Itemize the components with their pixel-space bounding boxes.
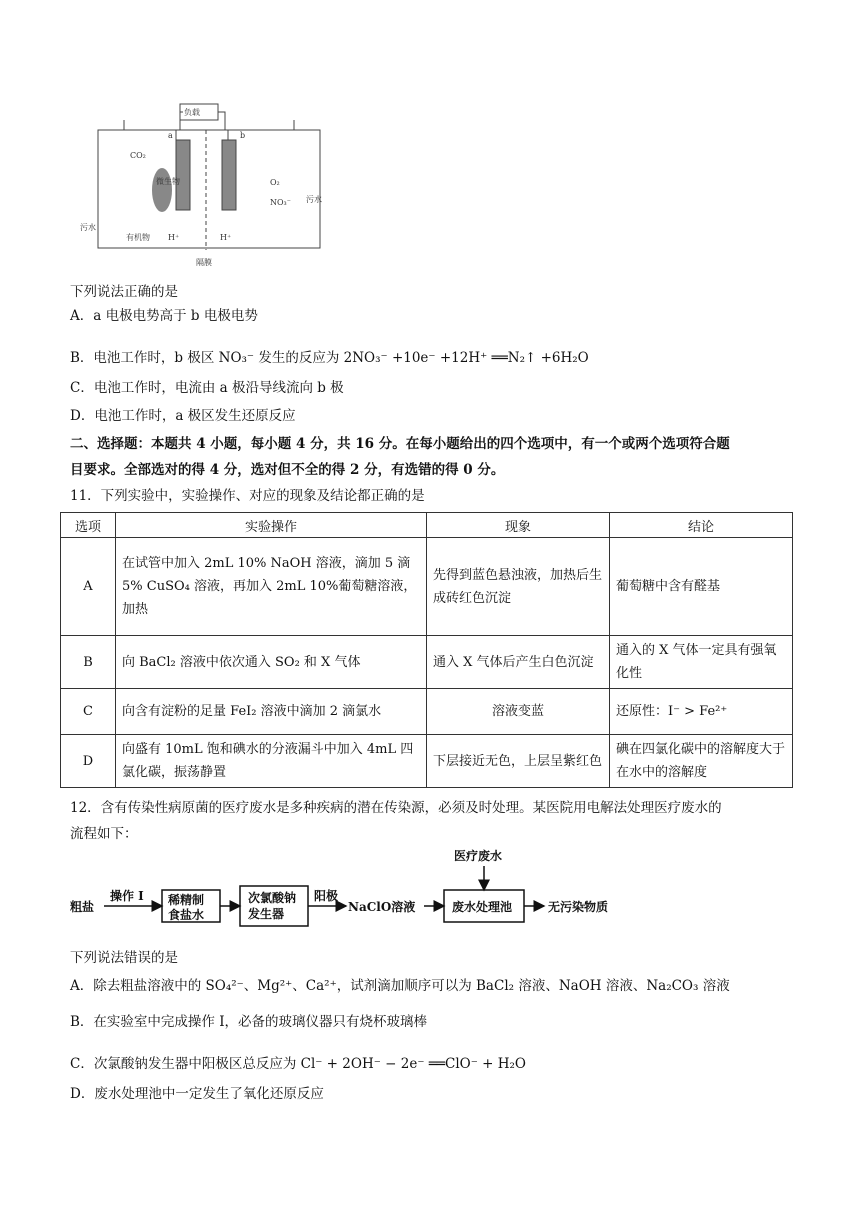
load-label: 负载 (184, 108, 200, 117)
svg-text:b: b (240, 131, 246, 140)
row-phenomenon: 通入 X 气体后产生白色沉淀 (427, 636, 610, 689)
svg-text:NaClO溶液: NaClO溶液 (348, 900, 416, 914)
row-phenomenon: 溶液变蓝 (427, 689, 610, 735)
svg-text:食盐水: 食盐水 (168, 908, 205, 922)
svg-text:阳极: 阳极 (314, 889, 339, 903)
svg-text:NO₃⁻: NO₃⁻ (270, 198, 291, 207)
svg-text:污水: 污水 (80, 223, 96, 232)
svg-text:医疗废水: 医疗废水 (454, 849, 503, 863)
q12-option-c: C．次氯酸钠发生器中阳极区总反应为 Cl⁻ + 2OH⁻ − 2e⁻ ══ClO⁻ + H₂O (70, 1056, 526, 1072)
battery-diagram (80, 100, 340, 272)
svg-text:稀精制: 稀精制 (168, 893, 205, 907)
q10-stem: 下列说法正确的是 (70, 284, 178, 300)
experiment-table (60, 512, 793, 788)
svg-text:H⁺: H⁺ (220, 233, 232, 242)
header-phenomenon: 现象 (427, 513, 610, 538)
svg-text:操作 I: 操作 I (110, 889, 144, 903)
q10-option-b: B．电池工作时，b 极区 NO₃⁻ 发生的反应为 2NO₃⁻ +10e⁻ +12H⁺ ══N₂↑ +6H₂O (70, 350, 589, 366)
header-operation: 实验操作 (116, 513, 427, 538)
svg-text:废水处理池: 废水处理池 (452, 900, 513, 914)
section2-desc: 目要求。全部选对的得 4 分，选对但不全的得 2 分，有选错的得 0 分。 (70, 462, 505, 478)
row-conclusion: 碘在四氯化碳中的溶解度大于在水中的溶解度 (610, 735, 793, 788)
header-option: 选项 (61, 513, 116, 538)
row-conclusion: 还原性：I⁻ > Fe²⁺ (610, 689, 793, 735)
q10-option-d: D．电池工作时，a 极区发生还原反应 (70, 408, 296, 424)
q12-option-a: A．除去粗盐溶液中的 SO₄²⁻、Mg²⁺、Ca²⁺，试剂滴加顺序可以为 BaCl₂ 溶液、NaOH 溶液、Na₂CO₃ 溶液 (70, 978, 730, 994)
svg-text:有机物: 有机物 (126, 233, 150, 242)
svg-text:O₂: O₂ (270, 178, 280, 187)
row-conclusion: 葡萄糖中含有醛基 (610, 538, 793, 636)
q12-option-d: D．废水处理池中一定发生了氧化还原反应 (70, 1086, 324, 1102)
row-operation: 在试管中加入 2mL 10% NaOH 溶液，滴加 5 滴 5% CuSO₄ 溶液，再加入 2mL 10%葡萄糖溶液，加热 (116, 538, 427, 636)
row-operation: 向盛有 10mL 饱和碘水的分液漏斗中加入 4mL 四氯化碳，振荡静置 (116, 735, 427, 788)
row-phenomenon: 先得到蓝色悬浊液，加热后生成砖红色沉淀 (427, 538, 610, 636)
svg-text:次氯酸钠: 次氯酸钠 (248, 891, 297, 905)
section2-title: 二、选择题：本题共 4 小题，每小题 4 分，共 16 分。在每小题给出的四个选项中，有一个或两个选项符合题 (70, 436, 730, 452)
svg-text:CO₂: CO₂ (130, 151, 146, 160)
q11-stem: 11．下列实验中，实验操作、对应的现象及结论都正确的是 (70, 488, 425, 504)
svg-text:发生器: 发生器 (248, 907, 285, 921)
row-operation: 向 BaCl₂ 溶液中依次通入 SO₂ 和 X 气体 (116, 636, 427, 689)
row-conclusion: 通入的 X 气体一定具有强氧化性 (610, 636, 793, 689)
row-option: B (61, 636, 116, 689)
svg-text:粗盐: 粗盐 (70, 900, 95, 914)
row-operation: 向含有淀粉的足量 FeI₂ 溶液中滴加 2 滴氯水 (116, 689, 427, 735)
row-option: A (61, 538, 116, 636)
q10-option-c: C．电池工作时，电流由 a 极沿导线流向 b 极 (70, 380, 344, 396)
row-option: C (61, 689, 116, 735)
svg-text:H⁺: H⁺ (168, 233, 180, 242)
row-phenomenon: 下层接近无色，上层呈紫红色 (427, 735, 610, 788)
q10-option-a: A．a 电极电势高于 b 电极电势 (70, 308, 258, 324)
q12-stem-2: 流程如下： (70, 826, 138, 842)
q12-stem: 12．含有传染性病原菌的医疗废水是多种疾病的潜在传染源，必须及时处理。某医院用电解法处理医疗废水的 (70, 800, 722, 816)
svg-text:无污染物质: 无污染物质 (548, 900, 609, 914)
header-conclusion: 结论 (610, 513, 793, 538)
svg-text:隔膜: 隔膜 (196, 258, 212, 267)
microbe-icon (152, 168, 172, 212)
q12-question: 下列说法错误的是 (70, 950, 178, 966)
row-option: D (61, 735, 116, 788)
svg-text:微生物: 微生物 (156, 177, 180, 186)
svg-text:污水: 污水 (306, 195, 322, 204)
q12-option-b: B．在实验室中完成操作 I，必备的玻璃仪器只有烧杯玻璃棒 (70, 1014, 428, 1030)
svg-text:a: a (168, 131, 173, 140)
process-flow-diagram (70, 846, 650, 936)
